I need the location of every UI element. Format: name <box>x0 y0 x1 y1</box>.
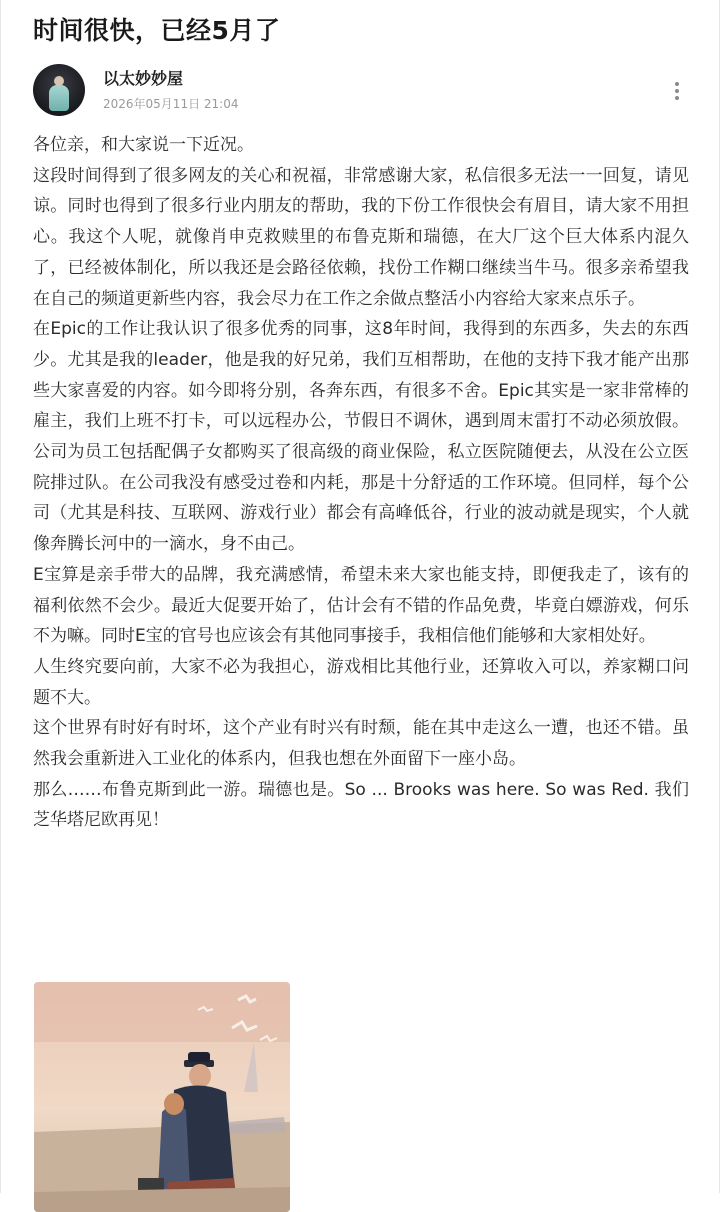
post-paragraph: 那么……布鲁克斯到此一游。瑞德也是。So ... Brooks was here. So was Red. 我们芝华塔尼欧再见！ <box>33 779 689 831</box>
more-dot <box>675 96 679 100</box>
more-dot <box>675 82 679 86</box>
illustration-painting <box>34 982 290 1212</box>
post-paragraph: 人生终究要向前，大家不必为我担心，游戏相比其他行业，还算收入可以，养家糊口问题不大。 <box>33 656 689 708</box>
post-paragraph: 在Epic的工作让我认识了很多优秀的同事，这8年时间，我得到的东西多，失去的东西少。尤其是我的leader，他是我的好兄弟，我们互相帮助，在他的支持下我才能产出那些大家喜爱的内容。如今即将分别，各奔东西，有很多不舍。Epic其实是一家非常棒的雇主，我们上班不打卡，可以远程办公，节假日不调休，遇到周末雷打不动必须放假。公司为员工包括配偶子女都购买了很高级的商业保险，私立医院随便去，从没在公立医院排过队。在公司我没有感受过卷和内耗，那是十分舒适的工作环境。但同样，每个公司（尤其是科技、互联网、游戏行业）都会有高峰低谷，行业的波动就是现实，个人就像奔腾长河中的一滴水，身不由己。 <box>33 319 689 555</box>
figure-cap <box>188 1052 210 1062</box>
author-row <box>33 64 693 118</box>
figure-head <box>189 1064 211 1088</box>
more-dot <box>675 89 679 93</box>
child-figure <box>158 1104 190 1190</box>
post-timestamp: 2026年05月11日 21:04 <box>103 97 239 111</box>
author-avatar[interactable] <box>33 64 85 116</box>
post-paragraph: E宝算是亲手带大的品牌，我充满感情，希望未来大家也能支持，即便我走了，该有的福利依然不会少。最近大促要开始了，估计会有不错的作品免费，毕竟白嫖游戏，何乐不为嘛。同时E宝的官号也应该会有其他同事接手，我相信他们能够和大家相处好。 <box>33 564 689 647</box>
post-paragraph: 这个世界有时好有时坏，这个产业有时兴有时颓，能在其中走这么一遭，也还不错。虽然我会重新进入工业化的体系内，但我也想在外面留下一座小岛。 <box>33 718 689 770</box>
post-title: 时间很快，已经5月了 <box>33 16 281 45</box>
author-name[interactable]: 以太妙妙屋 <box>103 69 184 88</box>
more-vertical-icon[interactable] <box>667 78 687 104</box>
post-body <box>33 130 689 836</box>
child-head <box>164 1093 184 1115</box>
post-illustration[interactable] <box>34 982 290 1212</box>
post-paragraph: 各位亲，和大家说一下近况。 <box>33 135 254 155</box>
post-paragraph: 这段时间得到了很多网友的关心和祝福，非常感谢大家，私信很多无法一一回复，请见谅。同时也得到了很多行业内朋友的帮助，我的下份工作很快会有眉目，请大家不用担心。我这个人呢，就像肖申克救赎里的布鲁克斯和瑞德，在大厂这个巨大体系内混久了，已经被体制化，所以我还是会路径依赖，找份工作糊口继续当牛马。很多亲希望我在自己的频道更新些内容，我会尽力在工作之余做点整活小内容给大家来点乐子。 <box>33 165 689 309</box>
avatar-figure-body <box>49 85 69 111</box>
painting-sky-top <box>34 982 290 1042</box>
